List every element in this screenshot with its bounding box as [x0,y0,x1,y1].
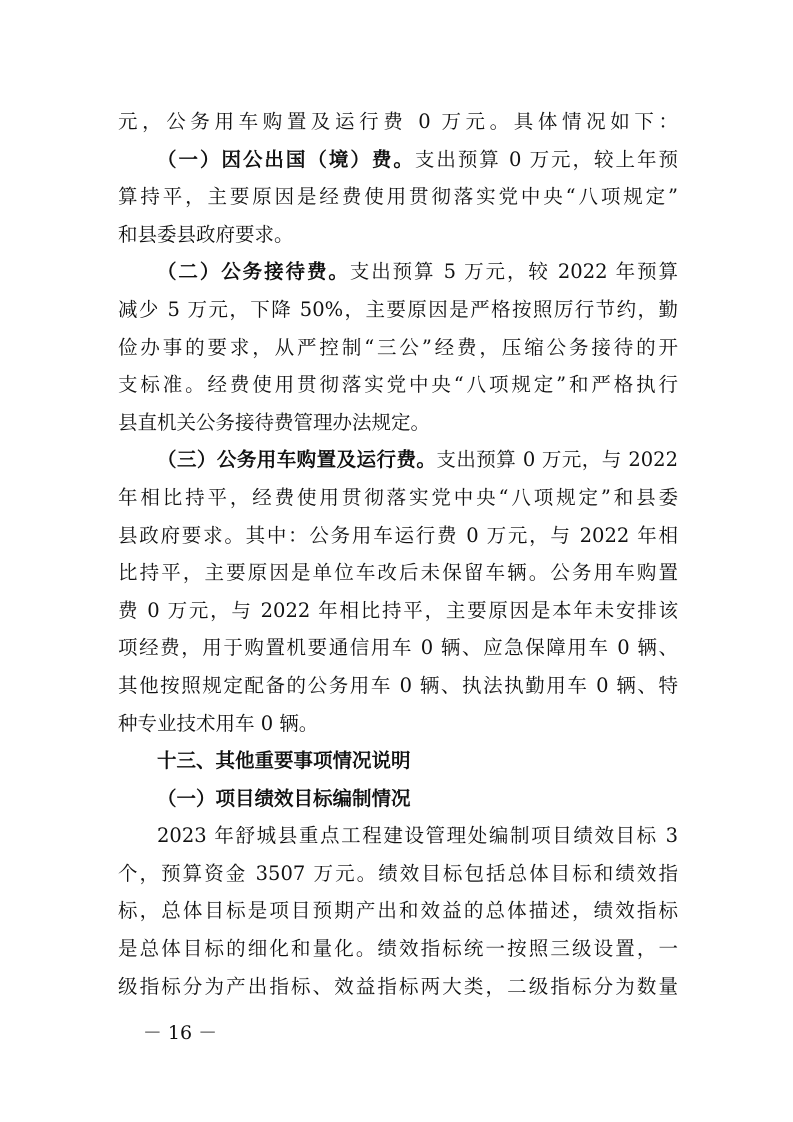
paragraph-line: 俭办事的要求，从严控制“三公”经费，压缩公务接待的开 [118,335,678,359]
paragraph-line: 县直机关公务接待费管理办法规定。 [118,410,431,434]
paragraph-line: 减少 5 万元，下降 50%，主要原因是严格按照厉行节约，勤 [118,297,678,321]
paragraph-line: 县政府要求。其中：公务用车运行费 0 万元，与 2022 年相 [118,523,678,547]
paragraph-line [118,141,678,179]
subheading-reception: （二）公务接待费。 [157,260,350,284]
paragraph-line: 2023 年舒城县重点工程建设管理处编制项目绩效目标 3 [157,824,678,848]
section-title: 十三、其他重要事项情况说明 [157,749,411,773]
paragraph-line: 比持平，主要原因是单位车改后未保留车辆。公务用车购置 [118,561,678,585]
paragraph-line: 费 0 万元，与 2022 年相比持平，主要原因是本年未安排该 [118,598,678,622]
paragraph-line: 个，预算资金 3507 万元。绩效目标包括总体目标和绩效指 [118,861,678,885]
paragraph-line: 级指标分为产出指标、效益指标两大类，二级指标分为数量 [118,974,678,998]
paragraph-line: 算持平，主要原因是经费使用贯彻落实党中央“八项规定” [118,185,678,209]
paragraph-line: 是总体目标的细化和量化。绩效指标统一按照三级设置，一 [118,937,678,961]
paragraph-text: 支出预算 5 万元，较 2022 年预算 [349,260,678,284]
subheading-foreign-travel: （一）因公出国（境）费。 [157,147,415,171]
paragraph-line: 年相比持平，经费使用贯彻落实党中央“八项规定”和县委 [118,485,678,509]
subsection-title: （一）项目绩效目标编制情况 [157,786,411,810]
page-number: － 16 － [142,1022,218,1044]
paragraph-line: 项经费，用于购置机要通信用车 0 辆、应急保障用车 0 辆、 [118,636,678,660]
paragraph-line: 和县委县政府要求。 [118,222,294,246]
subheading-vehicles: （三）公务用车购置及运行费。 [157,448,437,472]
paragraph-text: 支出预算 0 万元，与 2022 [436,448,678,472]
paragraph-line: 种专业技术用车 0 辆。 [118,711,319,735]
paragraph-line: 支标准。经费使用贯彻落实党中央“八项规定”和严格执行 [118,373,678,397]
paragraph-line: 标，总体目标是项目预期产出和效益的总体描述，绩效指标 [118,899,678,923]
paragraph-line [118,253,678,291]
paragraph-line: 元，公务用车购置及运行费 0 万元。具体情况如下： [118,110,678,133]
page-body [118,103,678,1005]
paragraph-line [118,441,678,479]
paragraph-line: 其他按照规定配备的公务用车 0 辆、执法执勤用车 0 辆、特 [118,673,678,697]
paragraph-text: 支出预算 0 万元，较上年预 [414,147,678,171]
